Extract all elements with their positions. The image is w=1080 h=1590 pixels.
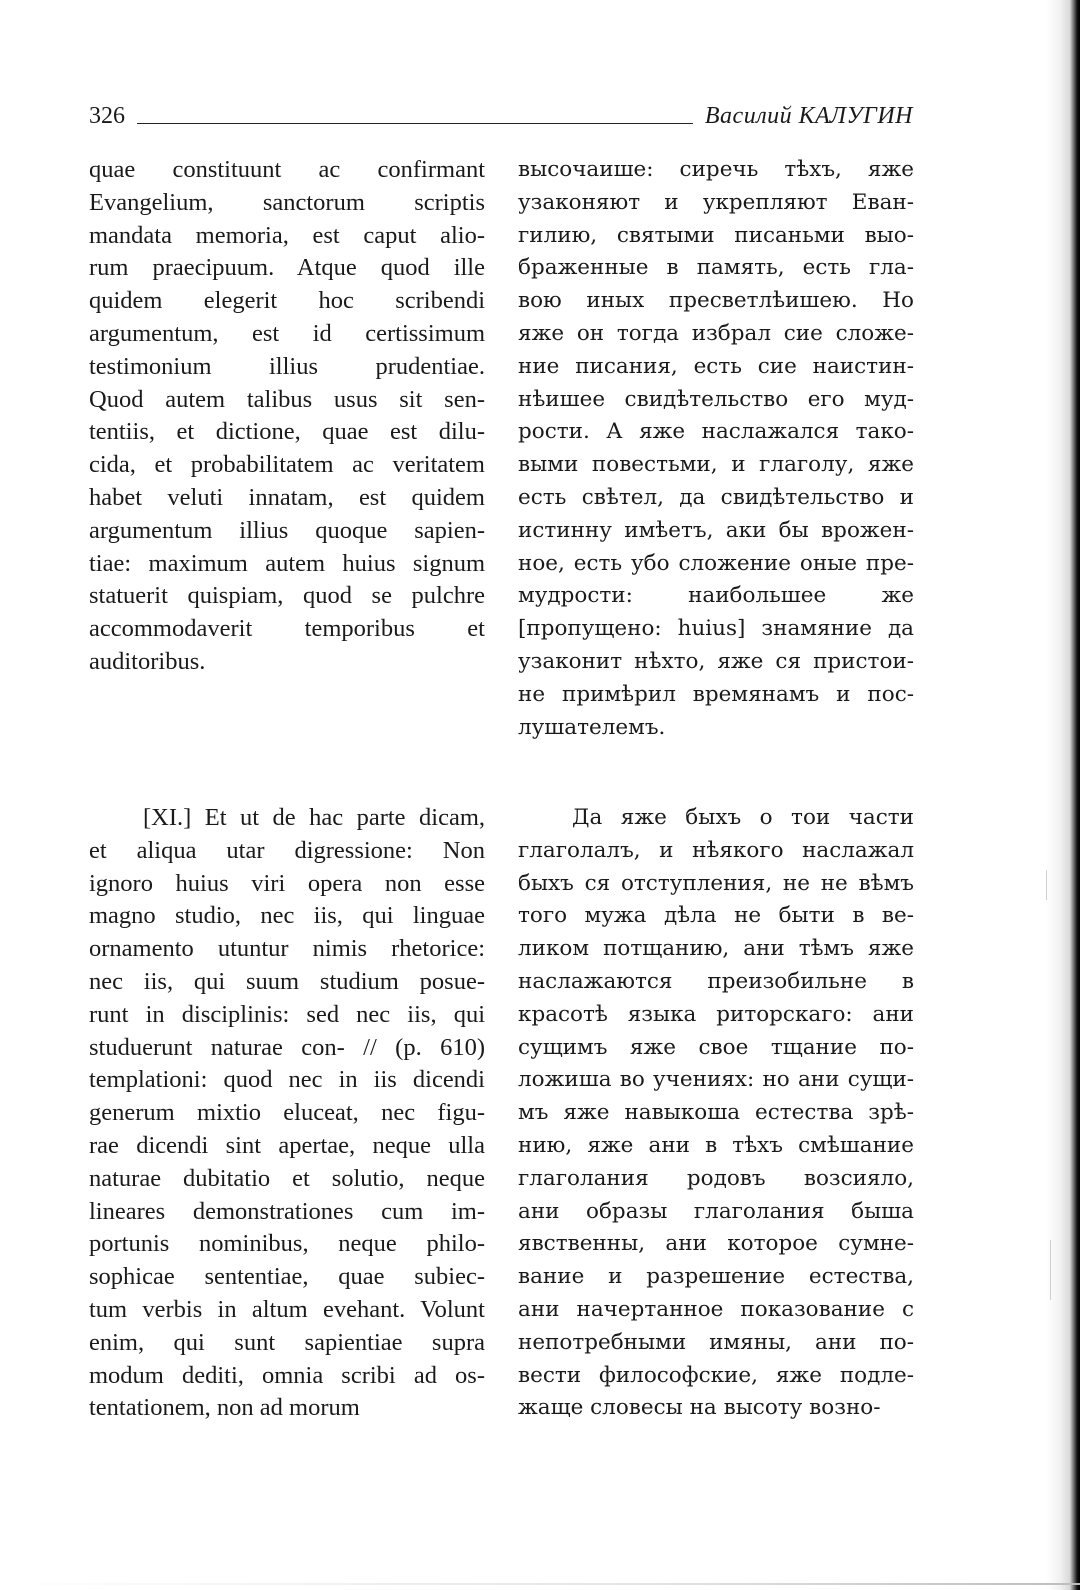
latin-text-line: runt in disciplinis: sed nec iis, qui xyxy=(89,1000,485,1028)
slavonic-text-line: вести философские, яже подле- xyxy=(518,1362,914,1388)
slavonic-text-line: ани начертанное показование с xyxy=(518,1296,914,1322)
slavonic-text-line: быхъ ся отступления, не не вѣмъ xyxy=(518,870,914,896)
latin-text-line: nec iis, qui suum studium posue- xyxy=(89,967,485,995)
latin-text-line: testimonium illius prudentiae. xyxy=(89,352,485,380)
slavonic-text-line: жаще словесы на высоту возно- xyxy=(518,1395,881,1421)
latin-text-line: ornamento utuntur nimis rhetorice: xyxy=(89,935,485,963)
slavonic-text-line: мудрости: наибольшее же xyxy=(518,583,914,609)
slavonic-text-line: Да яже быхъ о тои части xyxy=(572,805,914,830)
slavonic-text-line: ани образы глаголания быша xyxy=(518,1198,914,1224)
slavonic-text-line: не примѣрил времянамъ и пос- xyxy=(518,681,914,707)
latin-text-line: statuerit quispiam, quod se pulchre xyxy=(89,582,485,610)
latin-text-line: [XI.] Et ut de hac parte dicam, xyxy=(143,804,485,831)
latin-text-line: et aliqua utar digressione: Non xyxy=(89,836,485,864)
latin-column-section-2 xyxy=(89,802,485,1425)
latin-text-line: mandata memoria, est caput alio- xyxy=(89,221,485,249)
slavonic-text-line: рости. А яже наслажался тако- xyxy=(518,419,914,445)
latin-column-section-1 xyxy=(89,154,485,679)
latin-text-line: auditoribus. xyxy=(89,647,206,675)
slavonic-text-line: ние писания, есть сие наистин- xyxy=(518,353,914,379)
slavonic-text-line: браженные в память, есть гла- xyxy=(518,255,914,281)
latin-text-line: accommodaverit temporibus et xyxy=(89,615,485,643)
slavonic-text-line: сущимъ яже свое тщание по- xyxy=(518,1034,914,1060)
scan-bottom-edge xyxy=(0,1583,1080,1585)
scan-artifact xyxy=(1050,1240,1051,1300)
slavonic-text-line: ликом потщанию, ани тѣмъ яже xyxy=(518,936,914,962)
scan-artifact xyxy=(1046,870,1047,900)
latin-text-line: templationi: quod nec in iis dicendi xyxy=(89,1066,485,1094)
latin-text-line: Quod autem talibus usus sit sen- xyxy=(89,385,485,413)
latin-text-line: Evangelium, sanctorum scriptis xyxy=(89,188,485,216)
latin-text-line: tentiis, et dictione, quae est dilu- xyxy=(89,418,485,446)
slavonic-text-line: [пропущено: huius] знамяние да xyxy=(518,616,914,642)
slavonic-text-line: есть свѣтел, да свидѣтельство и xyxy=(518,484,914,510)
latin-text-line: portunis nominibus, neque philo- xyxy=(89,1230,485,1258)
latin-text-line: quae constituunt ac confirmant xyxy=(89,156,485,183)
slavonic-text-line: непотребными имяны, ани по- xyxy=(518,1329,914,1355)
slavonic-text-line: вою иных пресветлѣишею. Но xyxy=(518,288,914,314)
slavonic-text-line: лушателемъ. xyxy=(518,714,666,740)
latin-text-line: enim, qui sunt sapientiae supra xyxy=(89,1328,485,1356)
slavonic-text-line: глаголания родовъ возсияло, xyxy=(518,1165,914,1191)
slavonic-text-line: узаконит нѣхто, яже ся пристои- xyxy=(518,648,914,674)
latin-text-line: habet veluti innatam, est quidem xyxy=(89,483,485,511)
slavonic-column-section-1 xyxy=(518,154,914,744)
slavonic-text-line: явственны, ани которое сумне- xyxy=(518,1231,914,1257)
header-rule xyxy=(137,123,693,124)
slavonic-text-line: истинну имѣетъ, аки бы врожен- xyxy=(518,517,914,543)
latin-text-line: tiae: maximum autem huius signum xyxy=(89,549,485,577)
latin-text-line: sophicae sententiae, quae subiec- xyxy=(89,1263,485,1291)
latin-text-line: tentationem, non ad morum xyxy=(89,1394,360,1422)
slavonic-text-line: ложиша во учениях: но ани сущи- xyxy=(518,1067,914,1093)
latin-text-line: rae dicendi sint apertae, neque ulla xyxy=(89,1131,485,1159)
latin-text-line: naturae dubitatio et solutio, neque xyxy=(89,1164,485,1192)
slavonic-text-line: нѣишее свидѣтельство его муд- xyxy=(518,386,914,412)
running-header xyxy=(89,98,913,132)
slavonic-column-section-2 xyxy=(518,802,914,1425)
page-number: 326 xyxy=(89,103,125,129)
latin-text-line: generum mixtio eluceat, nec figu- xyxy=(89,1099,485,1127)
latin-text-line: quidem elegerit hoc scribendi xyxy=(89,287,485,315)
latin-text-line: cida, et probabilitatem ac veritatem xyxy=(89,451,485,479)
slavonic-text-line: того мужа дѣла не быти в ве- xyxy=(518,903,914,929)
slavonic-text-line: красотѣ языка риторскаго: ани xyxy=(518,1001,914,1027)
slavonic-text-line: нию, яже ани в тѣхъ смѣшание xyxy=(518,1132,914,1158)
slavonic-text-line: вание и разрешение естества, xyxy=(518,1264,914,1290)
latin-text-line: rum praecipuum. Atque quod ille xyxy=(89,254,485,282)
slavonic-text-line: глаголалъ, и нѣякого наслажал xyxy=(518,837,914,863)
slavonic-text-line: высочаише: сиречь тѣхъ, яже xyxy=(518,157,914,182)
slavonic-text-line: выми повестьми, и глаголу, яже xyxy=(518,452,914,478)
latin-text-line: studuerunt naturae con- // (p. 610) xyxy=(89,1033,485,1061)
latin-text-line: ignoro huius viri opera non esse xyxy=(89,869,485,897)
slavonic-text-line: ное, есть убо сложение оные пре- xyxy=(518,550,914,576)
latin-text-line: argumentum illius quoque sapien- xyxy=(89,516,485,544)
latin-text-line: magno studio, nec iis, qui linguae xyxy=(89,902,485,930)
slavonic-text-line: яже он тогда избрал сие сложе- xyxy=(518,320,914,346)
latin-text-line: tum verbis in altum evehant. Volunt xyxy=(89,1295,485,1323)
latin-text-line: lineares demonstrationes cum im- xyxy=(89,1197,485,1225)
latin-text-line: modum dediti, omnia scribi ad os- xyxy=(89,1361,485,1389)
latin-text-line: argumentum, est id certissimum xyxy=(89,319,485,347)
slavonic-text-line: узаконяют и укрепляют Еван- xyxy=(518,189,914,215)
slavonic-text-line: мъ яже навыкоша естества зрѣ- xyxy=(518,1100,914,1126)
running-head-author: Василий КАЛУГИН xyxy=(704,103,913,129)
page-edge-shadow xyxy=(1046,0,1080,1590)
slavonic-text-line: наслажаются преизобильне в xyxy=(518,968,914,994)
slavonic-text-line: гилию, святыми писаньми выо- xyxy=(518,222,914,248)
